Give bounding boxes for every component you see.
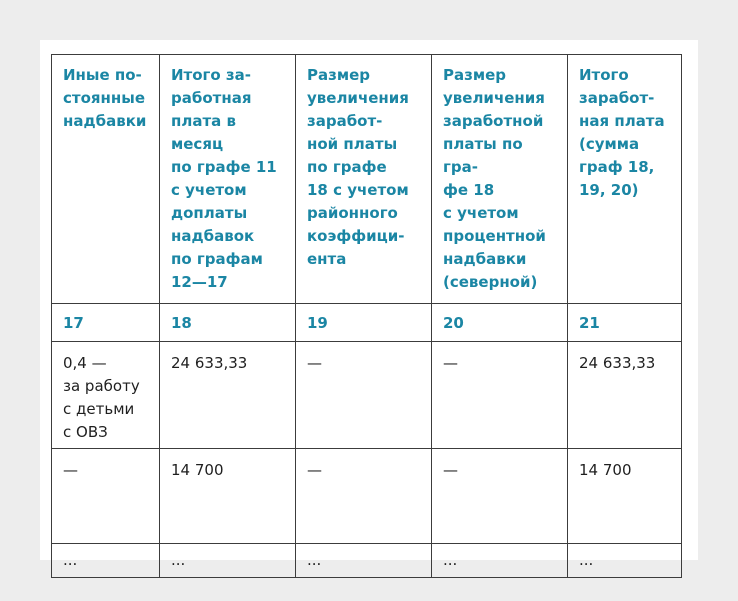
header-total-monthly-salary: Итого за- работная плата в месяц по графе 11 с учетом доплаты надбавок по графам 12—17 xyxy=(160,55,296,304)
header-regional-coefficient-increase: Размер увеличения заработ- ной платы по графе 18 с учетом районного коэффици- ента xyxy=(296,55,432,304)
ellipsis-cell: ... xyxy=(432,544,568,578)
table-cell: — xyxy=(52,449,160,544)
table-cell: — xyxy=(296,449,432,544)
ellipsis-cell: ... xyxy=(52,544,160,578)
salary-table xyxy=(51,54,682,578)
column-number: 21 xyxy=(568,304,682,342)
header-northern-bonus-increase: Размер увеличения заработной платы по гра- фе 18 с учетом процентной надбавки (северной) xyxy=(432,55,568,304)
ellipsis-cell: ... xyxy=(160,544,296,578)
table-cell: — xyxy=(432,449,568,544)
table-cell: — xyxy=(296,342,432,449)
table-cell: 24 633,33 xyxy=(160,342,296,449)
table-cell: 14 700 xyxy=(160,449,296,544)
table-header-row xyxy=(52,55,682,304)
column-number-row xyxy=(52,304,682,342)
document-card xyxy=(40,40,698,569)
table-row-ellipsis xyxy=(52,544,682,578)
header-total-salary: Итого заработ- ная плата (сумма граф 18, 19, 20) xyxy=(568,55,682,304)
table-cell: 0,4 — за работу с детьми с ОВЗ xyxy=(52,342,160,449)
header-other-allowances: Иные по- стоянные надбавки xyxy=(52,55,160,304)
column-number: 19 xyxy=(296,304,432,342)
ellipsis-cell: ... xyxy=(296,544,432,578)
table-row xyxy=(52,449,682,544)
column-number: 20 xyxy=(432,304,568,342)
column-number: 17 xyxy=(52,304,160,342)
table-cell: 14 700 xyxy=(568,449,682,544)
table-row xyxy=(52,342,682,449)
table-cell: — xyxy=(432,342,568,449)
ellipsis-cell: ... xyxy=(568,544,682,578)
column-number: 18 xyxy=(160,304,296,342)
table-cell: 24 633,33 xyxy=(568,342,682,449)
